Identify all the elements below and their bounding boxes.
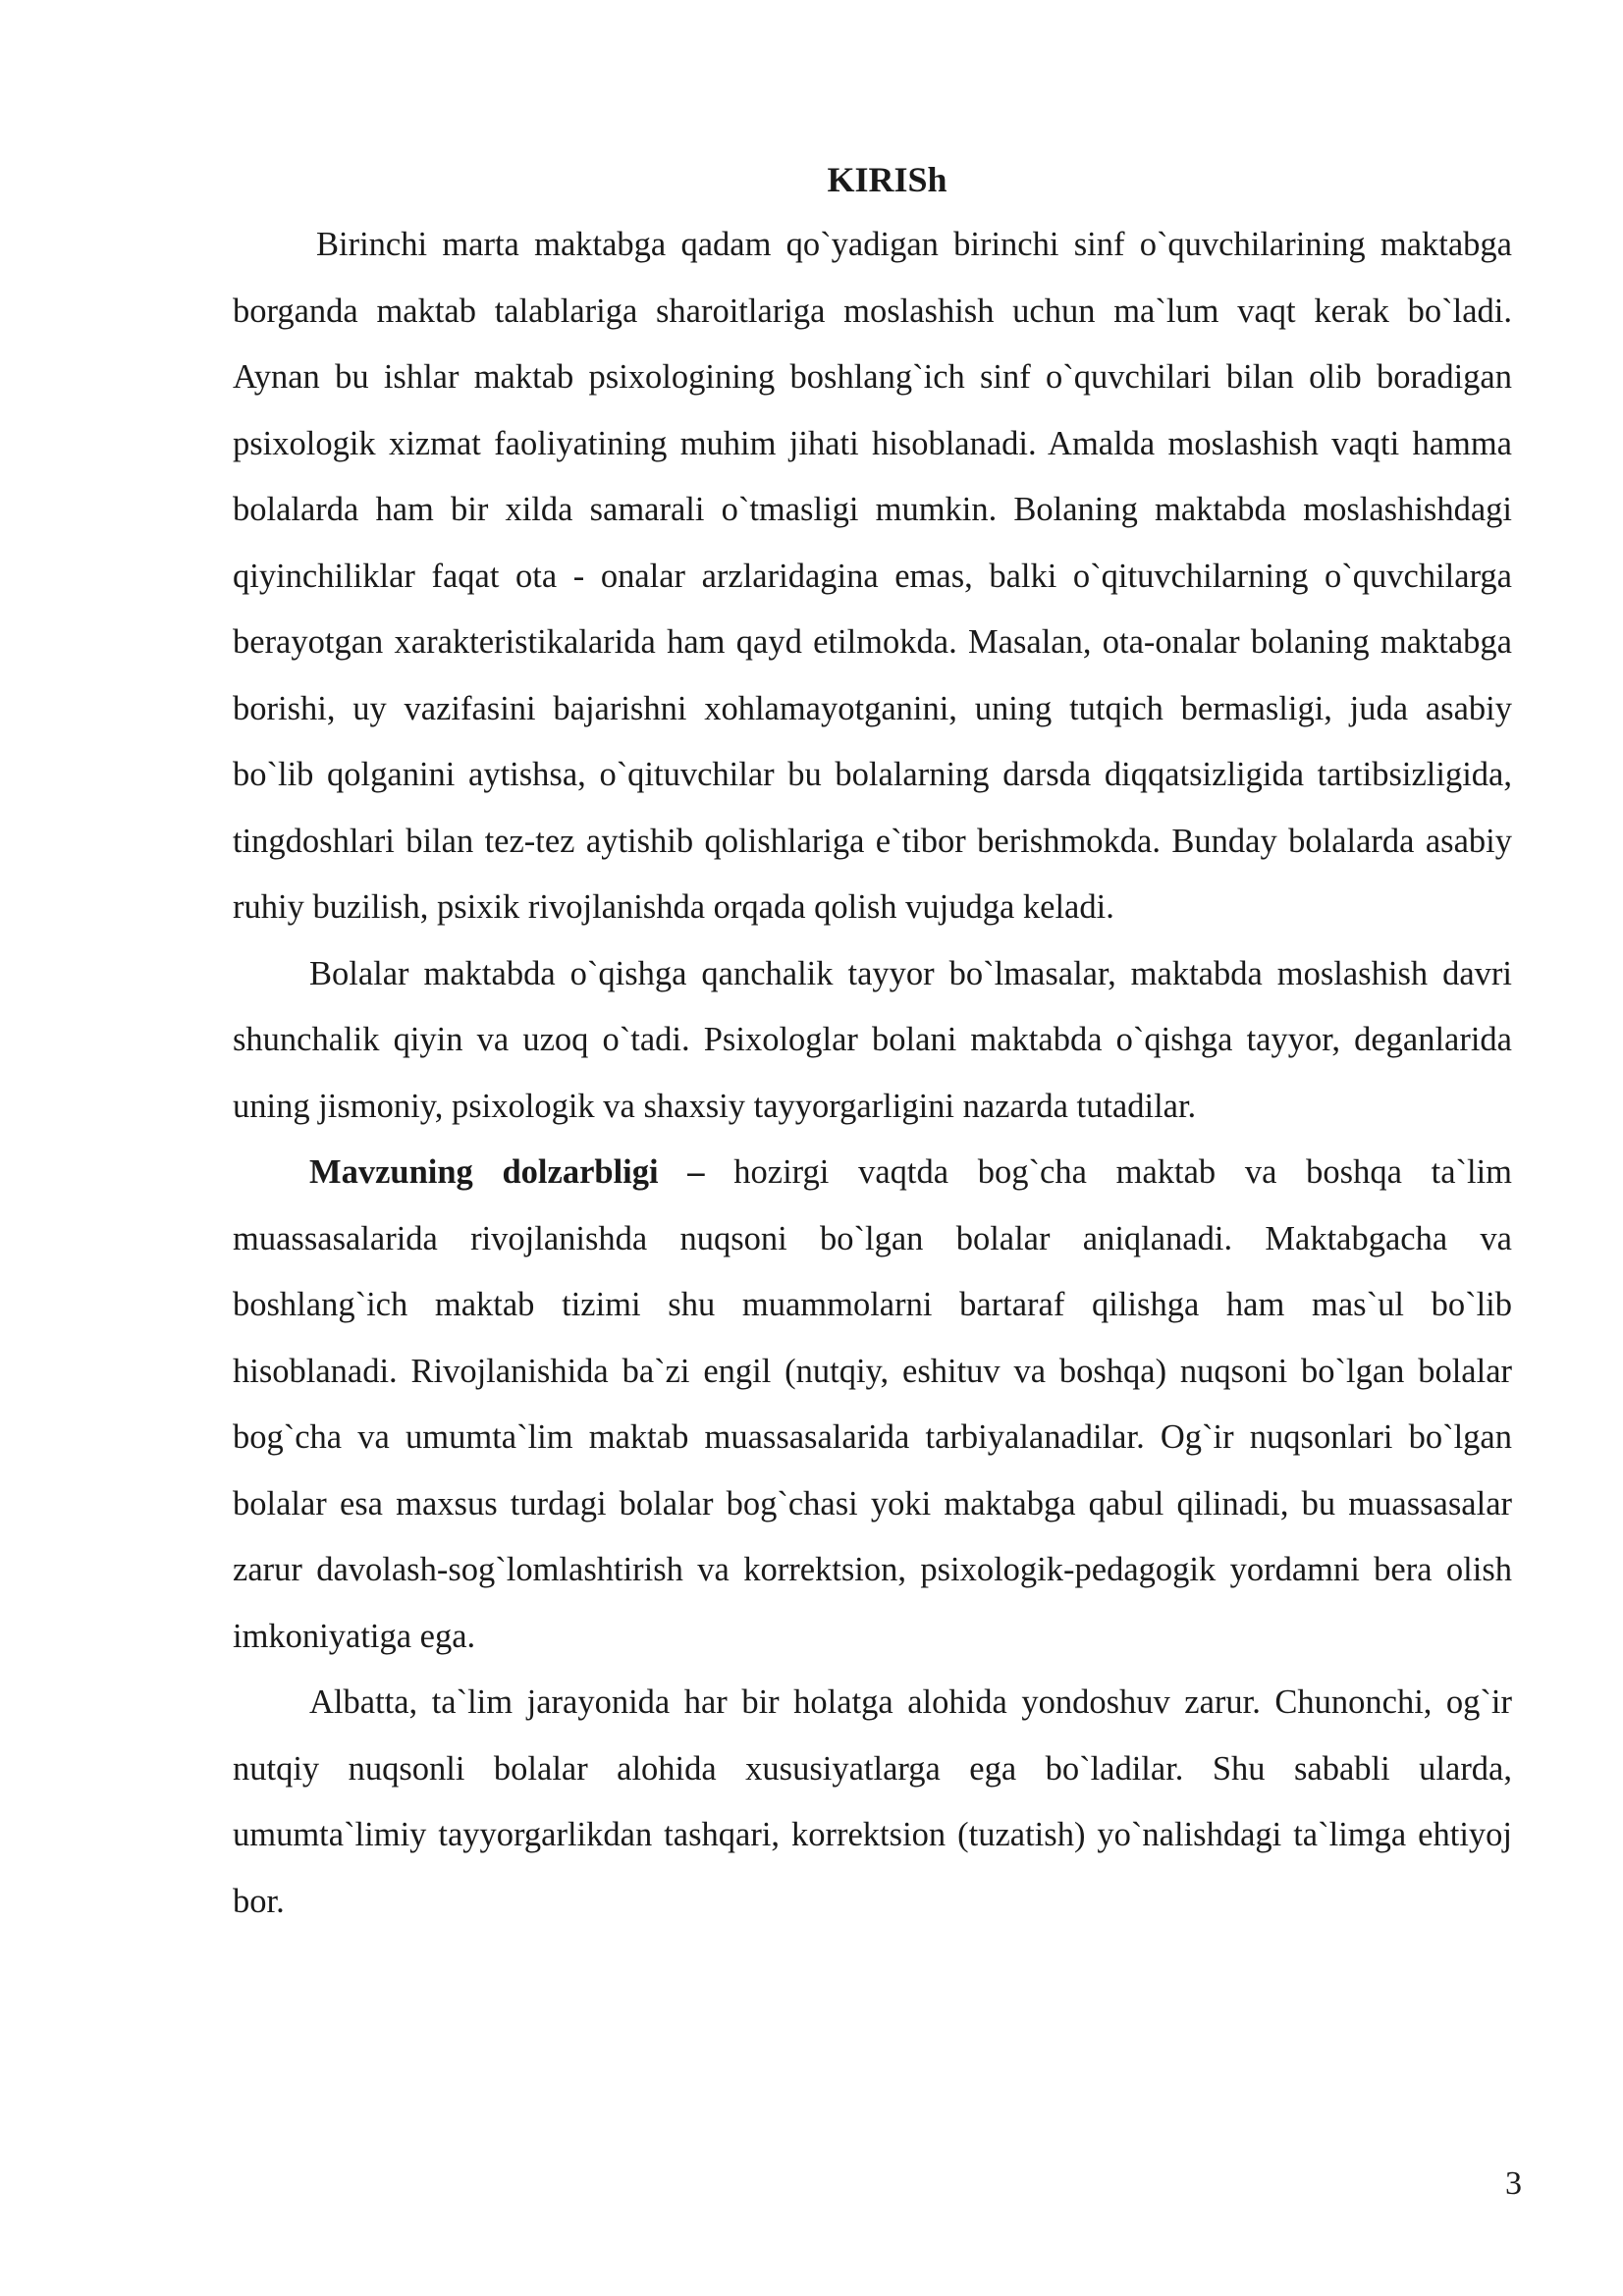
page-number: 3 (1505, 2165, 1522, 2202)
paragraph-2-text: Bolalar maktabda o`qishga qanchalik tayyor bo`lmasalar, maktabda moslashish davri shunchalik qiyin va uzoq o`tadi. Psixologlar bolani maktabda o`qishga tayyor, deganlarida uning jismoniy, psixologik va shaxsiy tayyorgarligini nazarda tutadilar. (233, 954, 1512, 1125)
paragraph-4 (233, 1670, 1512, 1935)
page-content (233, 147, 1512, 1935)
paragraph-3-lead: Mavzuning dolzarbligi – (309, 1153, 705, 1191)
paragraph-1 (233, 212, 1512, 941)
paragraph-3 (233, 1140, 1512, 1670)
page-title: KIRISh (827, 160, 947, 199)
paragraph-4-text: Albatta, ta`lim jarayonida har bir holatga alohida yondoshuv zarur. Chunonchi, og`ir nutqiy nuqsonli bolalar alohida xususiyatlarga ega bo`ladilar. Shu sababli ularda, umumta`limiy tayyorgarlikdan tashqari, korrektsion (tuzatish) yo`nalishdagi ta`limga ehtiyoj bor. (233, 1683, 1512, 1920)
paragraph-1-text: Birinchi marta maktabga qadam qo`yadigan birinchi sinf o`quvchilarining maktabga borganda maktab talablariga sharoitlariga moslashish uchun ma`lum vaqt kerak bo`ladi. Aynan bu ishlar maktab psixologining boshlang`ich sinf o`quvchilari bilan olib boradigan psixologik xizmat faoliyatining muhim jihati hisoblanadi. Amalda moslashish vaqti hamma bolalarda ham bir xilda samarali o`tmasligi mumkin. Bolaning maktabda moslashishdagi qiyinchiliklar faqat ota - onalar arzlaridagina emas, balki o`qituvchilarning o`quvchilarga berayotgan xarakteristikalarida ham qayd etilmokda. Masalan, ota-onalar bolaning maktabga borishi, uy vazifasini bajarishni xohlamayotganini, uning tutqich bermasligi, juda asabiy bo`lib qolganini aytishsa, o`qituvchilar bu bolalarning darsda diqqatsizligida tartibsizligida, tingdoshlari bilan tez-tez aytishib qolishlariga e`tibor berishmokda. Bunday bolalarda asabiy ruhiy buzilish, psixik rivojlanishda orqada qolish vujudga keladi. (233, 226, 1512, 926)
paragraph-3-text: hozirgi vaqtda bog`cha maktab va boshqa ta`lim muassasalarida rivojlanishda nuqsoni bo`lgan bolalar aniqlanadi. Maktabgacha va boshlang`ich maktab tizimi shu muammolarni bartaraf qilishga ham mas`ul bo`lib hisoblanadi. Rivojlanishida ba`zi engil (nutqiy, eshituv va boshqa) nuqsoni bo`lgan bolalar bog`cha va umumta`lim maktab muassasalarida tarbiyalanadilar. Og`ir nuqsonlari bo`lgan bolalar esa maxsus turdagi bolalar bog`chasi yoki maktabga qabul qilinadi, bu muassasalar zarur davolash-sog`lomlashtirish va korrektsion, psixologik-pedagogik yordamni bera olish imkoniyatiga ega. (233, 1153, 1512, 1655)
paragraph-2 (233, 941, 1512, 1141)
